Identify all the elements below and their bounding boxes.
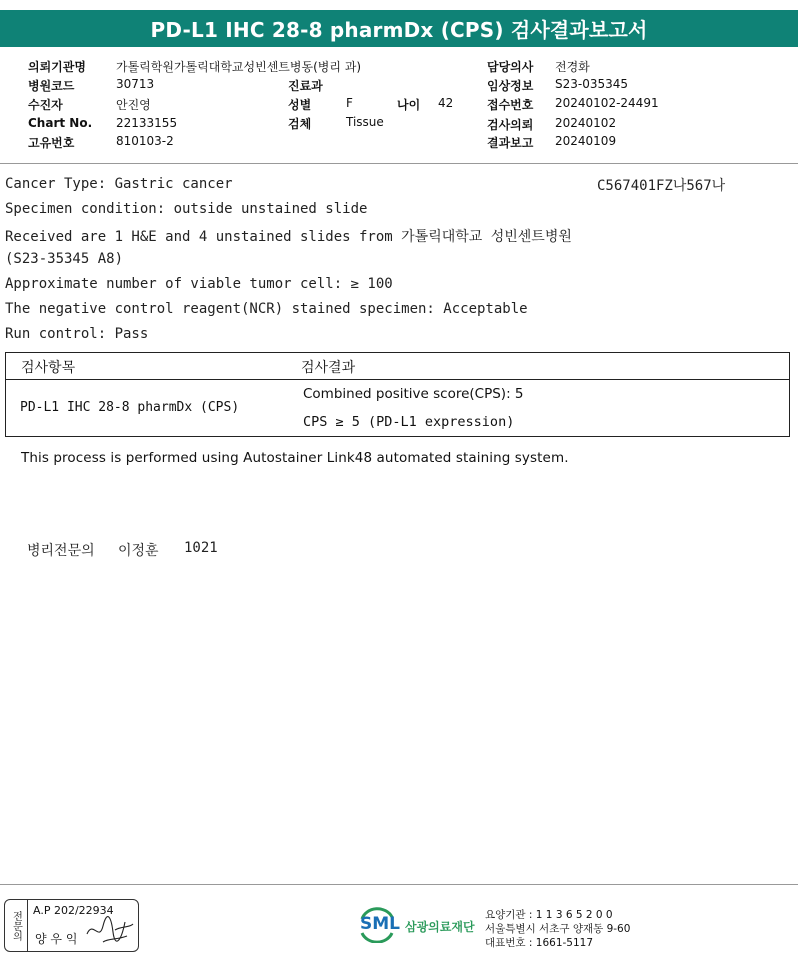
department-label: 진료과 <box>288 79 323 93</box>
address: 서울특별시 서초구 양재동 9-60 <box>485 923 631 935</box>
institution-label: 의뢰기관명 <box>28 60 86 74</box>
table-header-divider <box>6 379 789 380</box>
pathologist-name: 이정훈 <box>118 543 159 559</box>
body-line: (S23-35345 A8) <box>5 251 124 267</box>
hospital-code-label: 병원코드 <box>28 79 75 93</box>
stamp-name: 양 우 익 <box>35 932 78 946</box>
phone-number: 대표번호 : 1661-5117 <box>485 937 594 949</box>
doctor-value: 전경화 <box>555 60 590 74</box>
body-line: The negative control reagent(NCR) stained specimen: Acceptable <box>5 301 528 317</box>
org-name: 삼광의료재단 <box>405 920 475 934</box>
test-result-header: 검사결과 <box>301 360 356 376</box>
institution-value: 가톨릭학원가톨릭대학교성빈센트병동(병리 과) <box>116 60 362 74</box>
specimen-label: 검체 <box>288 117 312 131</box>
receipt-number-value: 20240102-24491 <box>555 96 659 110</box>
care-institution-code: 요양기관 : 1 1 3 6 5 2 0 0 <box>485 909 613 921</box>
stamp-vertical-label: 전문의 <box>5 900 28 951</box>
clinical-info-label: 임상정보 <box>487 79 534 93</box>
age-value: 42 <box>438 96 454 110</box>
test-item-header: 검사항목 <box>21 360 76 376</box>
receipt-number-label: 접수번호 <box>487 98 534 112</box>
stamp-ap-number: A.P 202/22934 <box>33 904 114 917</box>
body-line: Approximate number of viable tumor cell: ≥ 100 <box>5 276 393 292</box>
result-table <box>5 352 790 437</box>
request-date-value: 20240102 <box>555 116 617 130</box>
cps-score: Combined positive score(CPS): 5 <box>303 386 524 402</box>
body-line: Cancer Type: Gastric cancer <box>5 176 233 192</box>
patient-value: 안진영 <box>116 98 151 112</box>
hospital-code-value: 30713 <box>116 77 155 91</box>
footer-divider <box>0 884 798 885</box>
chart-label: Chart No. <box>28 116 93 130</box>
specimen-value: Tissue <box>346 115 384 129</box>
sex-value: F <box>346 96 353 110</box>
unique-number-value: 810103-2 <box>116 134 174 148</box>
signature-icon <box>83 912 137 948</box>
specimen-code: C567401FZ나567나 <box>597 178 726 194</box>
sex-label: 성별 <box>288 98 312 112</box>
request-date-label: 검사의뢰 <box>487 118 534 132</box>
process-note: This process is performed using Autostainer Link48 automated staining system. <box>21 450 569 466</box>
body-line: Received are 1 H&E and 4 unstained slides from 가톨릭대학교 성빈센트병원 <box>5 229 572 245</box>
pathologist-title: 병리전문의 <box>27 543 95 559</box>
doctor-label: 담당의사 <box>487 60 534 74</box>
pathologist-number: 1021 <box>184 540 218 556</box>
report-date-label: 결과보고 <box>487 136 534 150</box>
test-name: PD-L1 IHC 28-8 pharmDx (CPS) <box>20 400 240 415</box>
report-title: PD-L1 IHC 28-8 pharmDx (CPS) 검사결과보고서 <box>0 10 798 47</box>
unique-number-label: 고유번호 <box>28 136 75 150</box>
chart-value: 22133155 <box>116 116 178 130</box>
age-label: 나이 <box>397 98 421 112</box>
cps-interpretation: CPS ≥ 5 (PD-L1 expression) <box>303 414 515 430</box>
report-date-value: 20240109 <box>555 134 617 148</box>
logo-text: SML <box>360 914 400 934</box>
body-line: Specimen condition: outside unstained slide <box>5 201 368 217</box>
clinical-info-value: S23-035345 <box>555 77 629 91</box>
header-divider <box>0 163 798 164</box>
specialist-stamp <box>4 899 139 952</box>
patient-label: 수진자 <box>28 98 63 112</box>
body-line: Run control: Pass <box>5 326 149 342</box>
